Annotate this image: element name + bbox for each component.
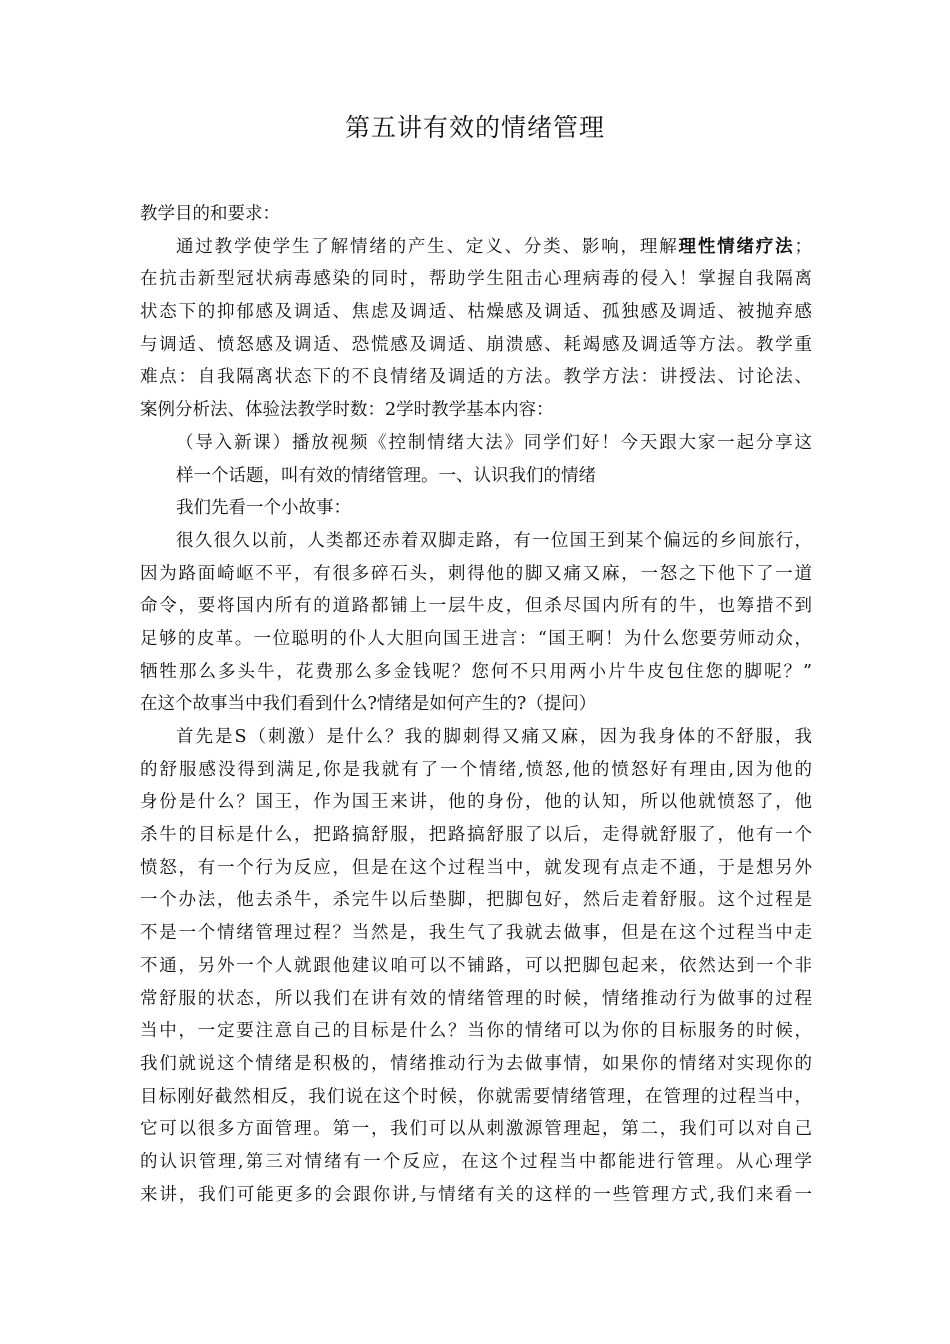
paragraph-line: 目标刚好截然相反，我们说在这个时候，你就需要情绪管理，在管理的过程当中， <box>140 1086 812 1107</box>
text-run: ； <box>794 236 812 257</box>
paragraph-line: 杀牛的目标是什么，把路搞舒服，把路搞舒服了以后，走得就舒服了，他有一个 <box>140 825 812 846</box>
paragraph-line: 我们先看一个小故事： <box>176 498 351 519</box>
paragraph-line: （导入新课）播放视频《控制情绪大法》同学们好！今天跟大家一起分享这 <box>176 432 812 453</box>
paragraph-line: 难点：自我隔离状态下的不良情绪及调适的方法。教学方法：讲授法、讨论法、 <box>140 367 812 388</box>
paragraph-line: 很久很久以前，人类都还赤着双脚走路，有一位国王到某个偏远的乡间旅行， <box>176 530 812 551</box>
paragraph-line: 因为路面崎岖不平，有很多碎石头，刺得他的脚又痛又麻，一怒之下他下了一道 <box>140 563 812 584</box>
paragraph-line: 不通，另外一个人就跟他建议咱可以不铺路，可以把脚包起来，依然达到一个非 <box>140 955 812 976</box>
paragraph-line: 的舒服感没得到满足,你是我就有了一个情绪,愤怒,他的愤怒好有理由,因为他的 <box>140 759 812 780</box>
paragraph-line: 我们就说这个情绪是积极的，情绪推动行为去做事情，如果你的情绪对实现你的 <box>140 1053 812 1074</box>
paragraph-line: 在抗击新型冠状病毒感染的同时，帮助学生阻击心理病毒的侵入！掌握自我隔离 <box>140 269 812 290</box>
paragraph-line: 愤怒，有一个行为反应，但是在这个过程当中，就发现有点走不通，于是想另外 <box>140 857 812 878</box>
paragraph-line: 一个办法，他去杀牛，杀完牛以后垫脚，把脚包好，然后走着舒服。这个过程是 <box>140 890 812 911</box>
document-title: 第五讲有效的情绪管理 <box>344 113 605 142</box>
paragraph-line: 状态下的抑郁感及调适、焦虑及调适、枯燥感及调适、孤独感及调适、被抛弃感 <box>140 302 812 323</box>
paragraph-line: 在这个故事当中我们看到什么?情绪是如何产生的?（提问） <box>140 694 597 715</box>
paragraph-line <box>140 231 812 264</box>
paragraph-line: 常舒服的状态，所以我们在讲有效的情绪管理的时候，情绪推动行为做事的过程 <box>140 988 812 1009</box>
paragraph-line: 首先是S（刺激）是什么？我的脚刺得又痛又麻，因为我身体的不舒服，我 <box>176 727 812 747</box>
document-body <box>140 198 812 1211</box>
section-heading: 教学目的和要求： <box>140 204 280 224</box>
paragraph-line: 当中，一定要注意自己的目标是什么？当你的情绪可以为你的目标服务的时候， <box>140 1021 812 1042</box>
paragraph-line: 它可以很多方面管理。第一，我们可以从刺激源管理起，第二，我们可以对自己 <box>140 1119 812 1140</box>
paragraph-line: 的认识管理,第三对情绪有一个反应，在这个过程当中都能进行管理。从心理学 <box>140 1151 812 1172</box>
paragraph-line: 身份是什么？国王，作为国王来讲，他的身份，他的认知，所以他就愤怒了，他 <box>140 792 812 813</box>
paragraph-line: 样一个话题，叫有效的情绪管理。一、认识我们的情绪 <box>176 465 596 486</box>
paragraph-line: 来讲，我们可能更多的会跟你讲,与情绪有关的这样的一些管理方式,我们来看一 <box>140 1184 812 1205</box>
paragraph-line: 不是一个情绪管理过程？当然是，我生气了我就去做事，但是在这个过程当中走 <box>140 923 812 944</box>
bold-term: 理性情绪疗法 <box>678 236 795 257</box>
paragraph-line: 足够的皮革。一位聪明的仆人大胆向国王进言：“国王啊！为什么您要劳师动众， <box>140 628 812 649</box>
paragraph-line: 牺牲那么多头牛，花费那么多金钱呢？您何不只用两小片牛皮包住您的脚呢？” <box>140 661 812 682</box>
paragraph-line: 命令，要将国内所有的道路都铺上一层牛皮，但杀尽国内所有的牛，也筹措不到 <box>140 596 812 617</box>
paragraph-line: 与调适、愤怒感及调适、恐慌感及调适、崩溃感、耗竭感及调适等方法。教学重 <box>140 334 812 355</box>
paragraph-line: 案例分析法、体验法教学时数：2学时教学基本内容： <box>140 400 554 421</box>
text-run: 通过教学使学生了解情绪的产生、定义、分类、影响，理解 <box>176 236 679 257</box>
